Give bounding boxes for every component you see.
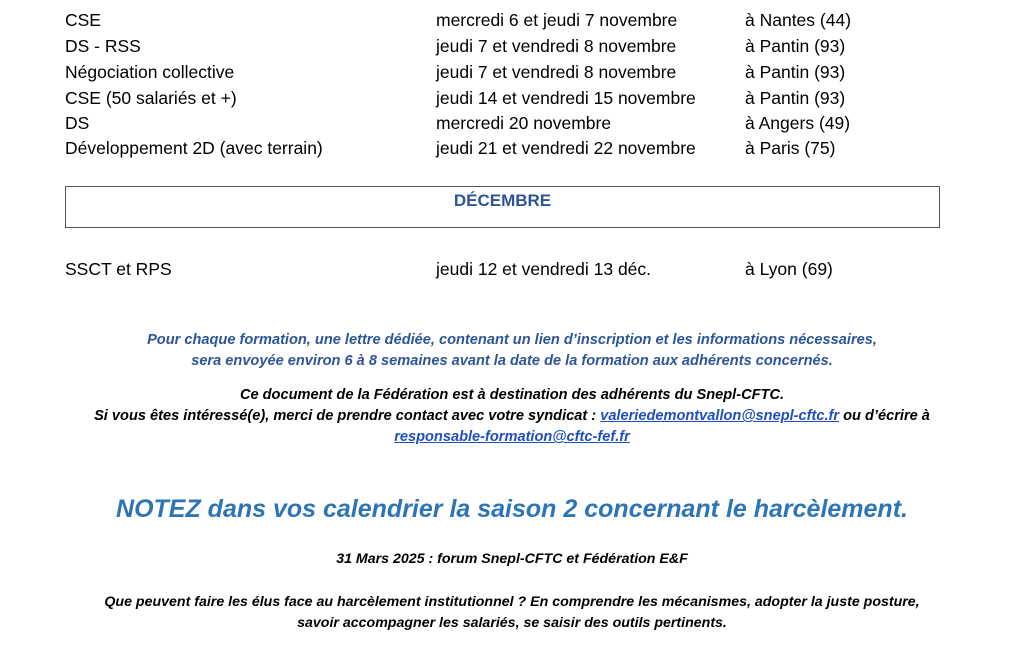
training-place: à Lyon (69) [745,259,833,279]
training-name: DS - RSS [65,36,141,56]
contact-line [0,406,1024,427]
training-place: à Pantin (93) [745,88,846,108]
info-note [0,330,1024,372]
contact-line [0,427,1024,448]
training-name: CSE (50 salariés et +) [65,88,237,108]
info-note-line: sera envoyée environ 6 à 8 semaines avant la date de la formation aux adhérents concernés. [191,353,833,369]
training-name: Développement 2D (avec terrain) [65,138,323,158]
training-dates: mercredi 20 novembre [436,113,612,133]
schedule-row [0,7,1024,33]
harassment-headline: NOTEZ dans vos calendrier la saison 2 concernant le harcèlement. [116,495,908,523]
question-note [0,592,1024,634]
training-dates: jeudi 7 et vendredi 8 novembre [436,36,677,56]
training-dates: jeudi 21 et vendredi 22 novembre [436,138,696,158]
schedule-row [0,110,1024,136]
schedule-row [0,256,1024,282]
contact-suffix: ou d’écrire à [839,408,930,424]
question-line: Que peuvent faire les élus face au harcèlement institutionnel ? En comprendre les mécanismes, adopter la juste posture, [104,594,920,610]
training-place: à Pantin (93) [745,62,846,82]
schedule-row [0,135,1024,161]
training-dates: mercredi 6 et jeudi 7 novembre [436,10,678,30]
training-email-link[interactable]: responsable-formation@cftc-fef.fr [394,429,630,445]
month-heading-box [65,186,940,228]
training-place: à Pantin (93) [745,36,846,56]
schedule-row [0,59,1024,85]
question-line: savoir accompagner les salariés, se saisir des outils pertinents. [297,615,727,631]
training-dates: jeudi 14 et vendredi 15 novembre [436,88,696,108]
training-name: DS [65,113,90,133]
month-heading: DÉCEMBRE [453,191,552,210]
schedule-row [0,33,1024,59]
info-note-line: Pour chaque formation, une lettre dédiée, contenant un lien d’inscription et les informations nécessaires, [147,332,877,348]
training-dates: jeudi 7 et vendredi 8 novembre [436,62,677,82]
training-place: à Angers (49) [745,113,851,133]
training-name: Négociation collective [65,62,235,82]
contact-prefix: Si vous êtes intéressé(e), merci de prendre contact avec votre syndicat : [94,408,601,424]
training-name: CSE [65,10,101,30]
training-name: SSCT et RPS [65,259,172,279]
training-place: à Paris (75) [745,138,836,158]
training-dates: jeudi 12 et vendredi 13 déc. [436,259,652,279]
forum-date: 31 Mars 2025 : forum Snepl-CFTC et Fédération E&F [336,551,688,567]
contact-note [0,385,1024,448]
schedule-row [0,85,1024,111]
contact-line: Ce document de la Fédération est à destination des adhérents du Snepl-CFTC. [239,387,785,403]
syndicate-email-link[interactable]: valeriedemontvallon@snepl-cftc.fr [600,408,840,424]
training-place: à Nantes (44) [745,10,852,30]
